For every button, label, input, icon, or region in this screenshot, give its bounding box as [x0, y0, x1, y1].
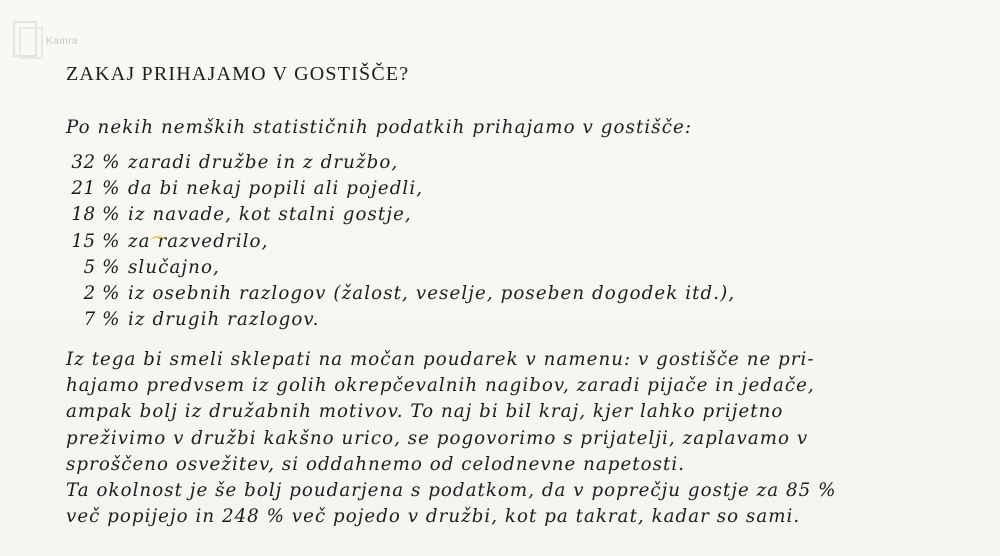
- statistic-text: da bi nekaj popili ali pojedli,: [128, 178, 424, 200]
- body-line: sproščeno osvežitev, si oddahnemo od celodnevne napetosti.: [66, 453, 686, 475]
- statistic-percent: 2 %: [83, 282, 120, 304]
- statistic-item: [66, 176, 735, 202]
- statistic-percent: 7 %: [83, 309, 120, 331]
- statistic-item: [66, 229, 735, 255]
- statistic-percent: 15 %: [71, 230, 120, 252]
- statistics-list: [66, 150, 735, 333]
- statistic-item: [66, 255, 735, 281]
- body-line: več popijejo in 248 % več pojedo v družbi, kot pa takrat, kadar so sami.: [66, 506, 801, 528]
- statistic-item: [66, 281, 735, 307]
- body-line: preživimo v družbi kakšno urico, se pogovorimo s prijatelji, zaplavamo v: [66, 427, 809, 449]
- statistic-percent: 18 %: [71, 204, 120, 226]
- stamp-label: Kamra: [46, 36, 78, 47]
- statistic-text: zaradi družbe in z družbo,: [128, 152, 399, 173]
- page-title: ZAKAJ PRIHAJAMO V GOSTIŠČE?: [66, 63, 410, 85]
- body-line: ampak bolj iz družabnih motivov. To naj bi bil kraj, kjer lahko prijetno: [66, 401, 784, 423]
- statistic-text: slučajno,: [128, 256, 220, 278]
- statistic-item: [66, 202, 735, 228]
- statistic-text: iz osebnih razlogov (žalost, veselje, poseben dogodek itd.),: [128, 282, 736, 304]
- body-line: hajamo predvsem iz golih okrepčevalnih nagibov, zaradi pijače in jedače,: [66, 375, 815, 397]
- intro-line: Po nekih nemških statističnih podatkih prihajamo v gostišče:: [66, 117, 693, 138]
- statistic-item: [66, 307, 735, 333]
- body-line: Ta okolnost je še bolj poudarjena s podatkom, da v poprečju gostje za 85 %: [66, 479, 837, 501]
- statistic-text: iz navade, kot stalni gostje,: [128, 204, 412, 226]
- statistic-percent: 5 %: [83, 256, 120, 278]
- statistic-item: [66, 150, 735, 176]
- body-line: Iz tega bi smeli sklepati na močan poudarek v namenu: v gostišče ne pri-: [66, 349, 815, 370]
- highlighter-mark: [150, 236, 166, 246]
- body-paragraph: [66, 347, 926, 530]
- statistic-percent: 32 %: [71, 152, 120, 173]
- statistic-text: za razvedrilo,: [128, 230, 269, 252]
- statistic-percent: 21 %: [71, 178, 120, 200]
- statistic-text: iz drugih razlogov.: [128, 309, 320, 331]
